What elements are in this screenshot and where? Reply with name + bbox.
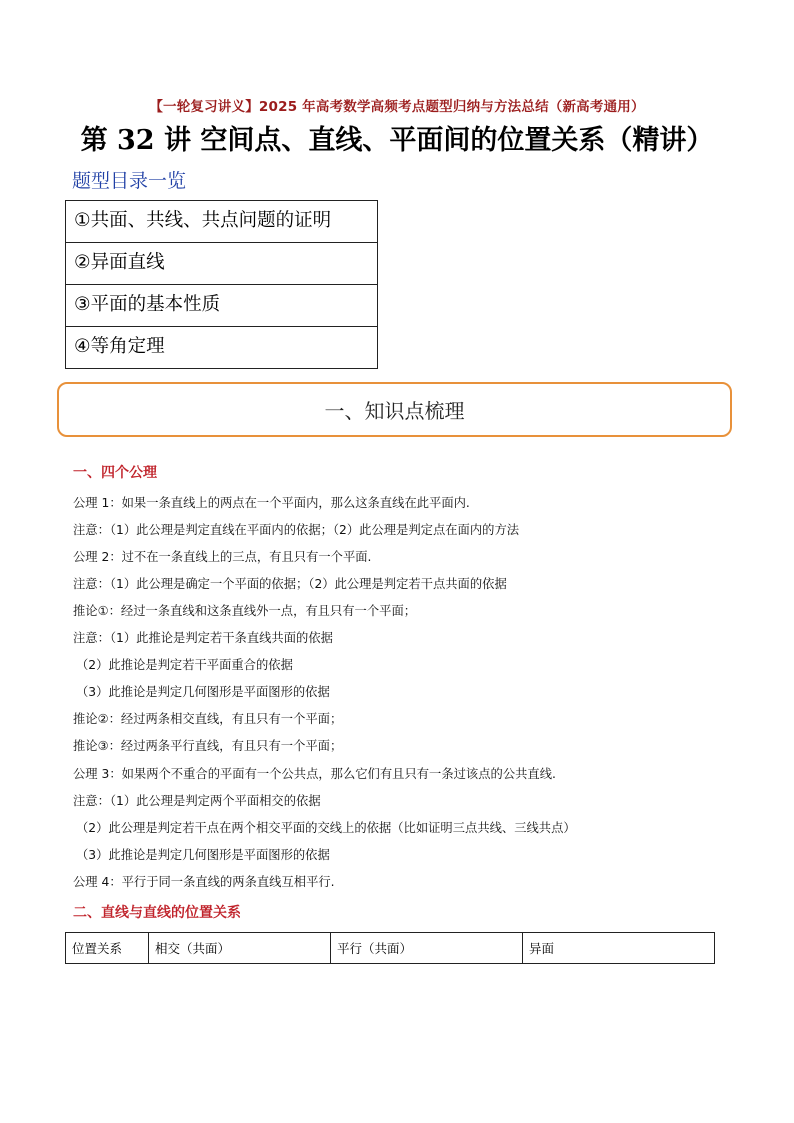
section-title: 一、知识点梳理	[324, 399, 465, 423]
toc-heading: 题型目录一览	[72, 170, 187, 192]
page-title: 第 32 讲 空间点、直线、平面间的位置关系（精讲）	[80, 125, 714, 156]
text-line: （2）此公理是判定若干点在两个相交平面的交线上的依据（比如证明三点共线、三线共点）	[76, 821, 576, 835]
table-header-cell: 相交（共面）	[149, 933, 331, 964]
table-header-cell: 位置关系	[66, 933, 149, 964]
text-line: 注意：（1）此公理是确定一个平面的依据；（2）此公理是判定若干点共面的依据	[73, 577, 507, 591]
text-line: 注意：（1）此推论是判定若干条直线共面的依据	[73, 631, 333, 645]
series-title: 【一轮复习讲义】2025 年高考数学高频考点题型归纳与方法总结（新高考通用）	[149, 99, 645, 115]
text-line: 公理 3：如果两个不重合的平面有一个公共点，那么它们有且只有一条过该点的公共直线.	[73, 767, 556, 781]
subheading-line-relations: 二、直线与直线的位置关系	[73, 905, 241, 921]
toc-item[interactable]: ③平面的基本性质	[66, 285, 378, 327]
text-line: （3）此推论是判定几何图形是平面图形的依据	[76, 685, 330, 699]
toc-item[interactable]: ④等角定理	[66, 327, 378, 369]
table-header-cell: 平行（共面）	[331, 933, 523, 964]
text-line: 推论①：经过一条直线和这条直线外一点，有且只有一个平面；	[73, 604, 417, 618]
text-line: 推论②：经过两条相交直线，有且只有一个平面；	[73, 712, 343, 726]
toc-item[interactable]: ②异面直线	[66, 243, 378, 285]
text-line: 公理 2：过不在一条直线上的三点，有且只有一个平面.	[73, 550, 372, 564]
text-line: （3）此推论是判定几何图形是平面图形的依据	[76, 848, 330, 862]
relation-table	[65, 932, 715, 964]
text-line: 注意：（1）此公理是判定两个平面相交的依据	[73, 794, 321, 808]
toc-item[interactable]: ①共面、共线、共点问题的证明	[66, 201, 378, 243]
section-banner	[57, 382, 732, 437]
table-header-cell: 异面	[523, 933, 715, 964]
text-line: 公理 4：平行于同一条直线的两条直线互相平行.	[73, 875, 335, 889]
text-line: （2）此推论是判定若干平面重合的依据	[76, 658, 293, 672]
text-line: 推论③：经过两条平行直线，有且只有一个平面；	[73, 739, 343, 753]
subheading-axioms: 一、四个公理	[73, 465, 157, 481]
toc-table	[65, 200, 378, 369]
text-line: 公理 1：如果一条直线上的两点在一个平面内，那么这条直线在此平面内.	[73, 496, 470, 510]
text-line: 注意：（1）此公理是判定直线在平面内的依据；（2）此公理是判定点在面内的方法	[73, 523, 520, 537]
table-row	[66, 933, 715, 964]
